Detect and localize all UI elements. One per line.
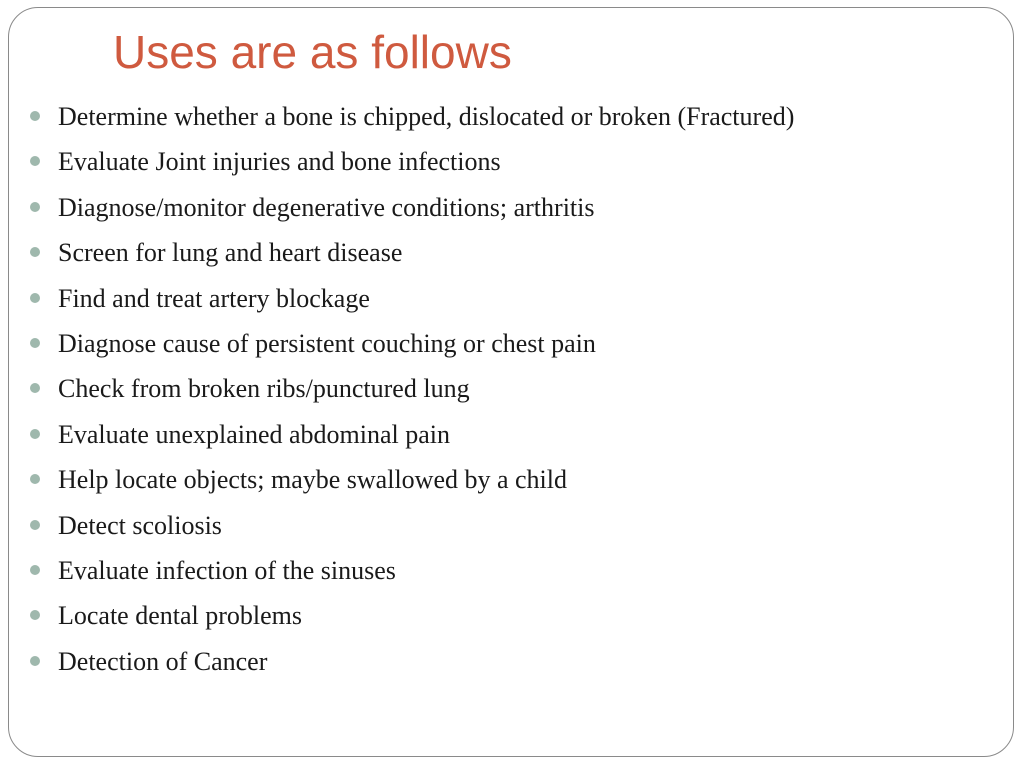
- bullet-dot-icon: [30, 383, 40, 393]
- bullet-dot-icon: [30, 565, 40, 575]
- list-item: [28, 548, 998, 593]
- bullet-dot-icon: [30, 520, 40, 530]
- list-item: [28, 412, 998, 457]
- bullet-text: Diagnose/monitor degenerative conditions; arthritis: [58, 192, 595, 222]
- bullet-text: Detection of Cancer: [58, 646, 268, 676]
- list-item: [28, 639, 998, 684]
- bullet-dot-icon: [30, 293, 40, 303]
- bullet-list: [28, 94, 998, 684]
- bullet-text: Determine whether a bone is chipped, dislocated or broken (Fractured): [58, 102, 795, 131]
- bullet-text: Diagnose cause of persistent couching or chest pain: [58, 328, 596, 358]
- list-item: [28, 593, 998, 638]
- list-item: [28, 94, 998, 139]
- bullet-text: Evaluate unexplained abdominal pain: [58, 419, 451, 449]
- bullet-text: Evaluate infection of the sinuses: [58, 555, 396, 585]
- bullet-text: Check from broken ribs/punctured lung: [58, 374, 470, 404]
- list-item: [28, 139, 998, 184]
- list-item: [28, 366, 998, 411]
- list-item: [28, 503, 998, 548]
- bullet-text: Locate dental problems: [58, 601, 303, 631]
- bullet-text: Evaluate Joint injuries and bone infections: [58, 147, 501, 177]
- bullet-dot-icon: [30, 247, 40, 257]
- bullet-text: Detect scoliosis: [58, 510, 222, 540]
- bullet-text: Find and treat artery blockage: [58, 283, 370, 313]
- list-item: [28, 276, 998, 321]
- list-item: [28, 321, 998, 366]
- bullet-dot-icon: [30, 202, 40, 212]
- list-item: [28, 457, 998, 502]
- bullet-dot-icon: [30, 111, 40, 121]
- bullet-dot-icon: [30, 338, 40, 348]
- bullet-dot-icon: [30, 474, 40, 484]
- slide-title: Uses are as follows: [113, 26, 512, 78]
- bullet-dot-icon: [30, 656, 40, 666]
- bullet-text: Screen for lung and heart disease: [58, 238, 403, 268]
- bullet-dot-icon: [30, 429, 40, 439]
- bullet-text: Help locate objects; maybe swallowed by a child: [58, 465, 568, 495]
- list-item: [28, 230, 998, 275]
- list-item: [28, 185, 998, 230]
- bullet-dot-icon: [30, 610, 40, 620]
- bullet-dot-icon: [30, 156, 40, 166]
